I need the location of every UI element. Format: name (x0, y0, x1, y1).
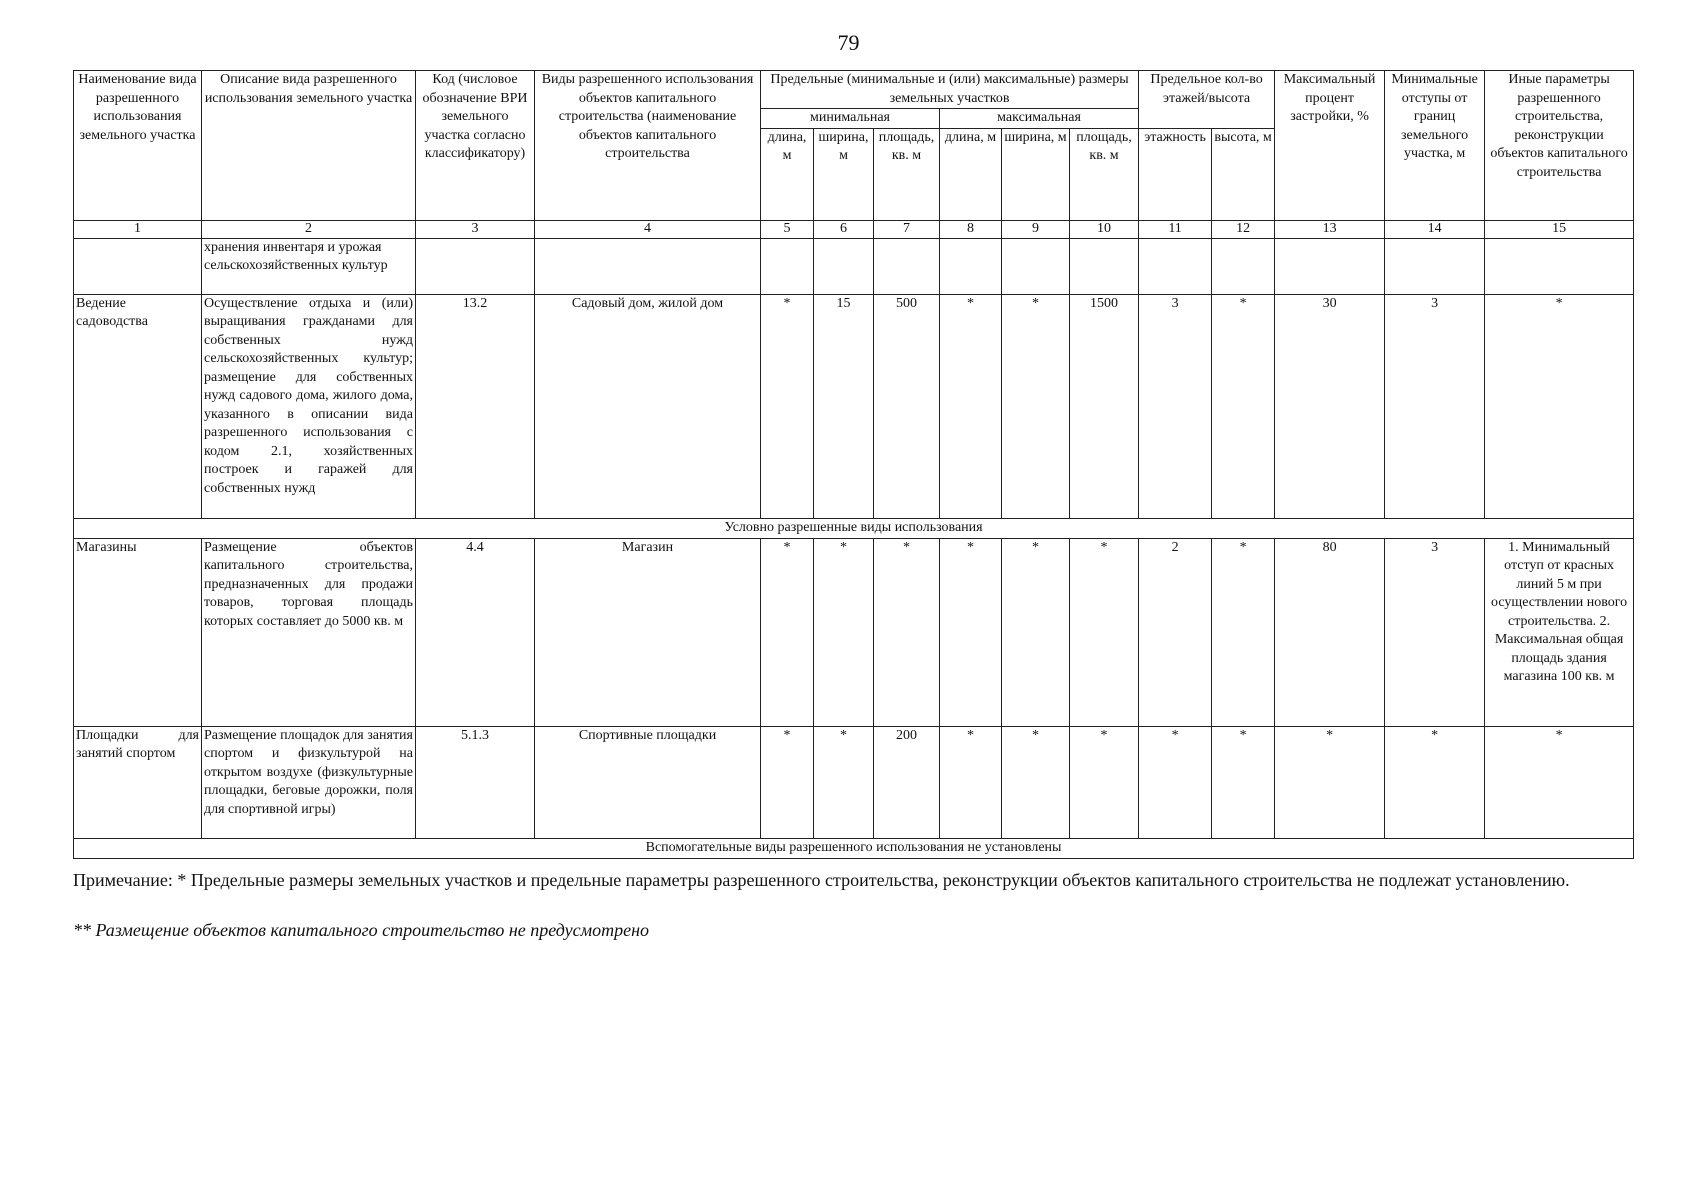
header-floors: этажность (1139, 128, 1212, 220)
cell-code: 13.2 (416, 294, 535, 518)
column-number: 9 (1002, 220, 1070, 238)
header-code: Код (числовое обозначение ВРИ земельного участка согласно классификатору) (416, 71, 535, 221)
cell-value: * (1002, 726, 1070, 838)
cell-value: * (1070, 538, 1139, 726)
cell-value: 80 (1275, 538, 1385, 726)
cell-empty (416, 238, 535, 294)
cell-value: * (1212, 726, 1275, 838)
cell-empty (1485, 238, 1634, 294)
cell-empty (940, 238, 1002, 294)
cell-value: * (1002, 294, 1070, 518)
column-number: 11 (1139, 220, 1212, 238)
table-row (74, 726, 1634, 838)
cell-value: 200 (874, 726, 940, 838)
cell-value: 15 (814, 294, 874, 518)
cell-value: * (1070, 726, 1139, 838)
cell-description: хранения инвентаря и урожая сельскохозяйственных культур (202, 238, 416, 294)
section-header-auxiliary-uses: Вспомогательные виды разрешенного использования не установлены (74, 838, 1634, 858)
column-number: 13 (1275, 220, 1385, 238)
cell-value: * (1385, 726, 1485, 838)
cell-value: * (1212, 294, 1275, 518)
column-number: 8 (940, 220, 1002, 238)
header-minimum: минимальная (761, 109, 940, 129)
cell-building-types: Спортивные площадки (535, 726, 761, 838)
cell-description: Размещение площадок для занятия спортом и физкультурой на открытом воздухе (физкультурные площадки, беговые дорожки, поля для спортивной игры) (202, 726, 416, 838)
cell-empty (1139, 238, 1212, 294)
cell-empty (814, 238, 874, 294)
cell-value: * (814, 538, 874, 726)
cell-empty (1002, 238, 1070, 294)
cell-empty (535, 238, 761, 294)
cell-value: * (814, 726, 874, 838)
column-number: 15 (1485, 220, 1634, 238)
cell-empty (74, 238, 202, 294)
cell-value: * (761, 726, 814, 838)
cell-empty (1385, 238, 1485, 294)
header-max-width: ширина, м (1002, 128, 1070, 220)
cell-value: 2 (1139, 538, 1212, 726)
cell-building-types: Садовый дом, жилой дом (535, 294, 761, 518)
cell-value: 3 (1385, 538, 1485, 726)
cell-other-params: 1. Минимальный отступ от красных линий 5 м при осуществлении нового строительства. 2. Максимальная общая площадь здания магазина 100 кв. м (1485, 538, 1634, 726)
column-number: 4 (535, 220, 761, 238)
column-number: 12 (1212, 220, 1275, 238)
column-number: 3 (416, 220, 535, 238)
cell-description: Осуществление отдыха и (или) выращивания гражданами для собственных нужд сельскохозяйственных культур; размещение для собственных нужд садового дома, жилого дома, указанного в описании вида разрешенного использования с кодом 2.1, хозяйственных построек и гаражей для собственных нужд (202, 294, 416, 518)
column-number: 6 (814, 220, 874, 238)
cell-code: 5.1.3 (416, 726, 535, 838)
cell-empty (1212, 238, 1275, 294)
header-min-width: ширина, м (814, 128, 874, 220)
cell-land-use-name: Площадки для занятий спортом (74, 726, 202, 838)
cell-land-use-name: Ведение садоводства (74, 294, 202, 518)
cell-value: * (940, 294, 1002, 518)
column-number: 14 (1385, 220, 1485, 238)
cell-value: * (940, 726, 1002, 838)
cell-empty (874, 238, 940, 294)
header-plot-size-limits: Предельные (минимальные и (или) максимальные) размеры земельных участков (761, 71, 1139, 109)
cell-value: 500 (874, 294, 940, 518)
section-header-conditional-uses: Условно разрешенные виды использования (74, 518, 1634, 538)
header-building-types: Виды разрешенного использования объектов капитального строительства (наименование объектов капитального строительства (535, 71, 761, 221)
footnote-note-italic: ** Размещение объектов капитального строительство не предусмотрено (73, 920, 650, 940)
page-number: 79 (837, 30, 860, 55)
cell-value: * (1002, 538, 1070, 726)
land-use-table (73, 70, 1634, 859)
cell-description: Размещение объектов капитального строительства, предназначенных для продажи товаров, торговая площадь которых составляет до 5000 кв. м (202, 538, 416, 726)
cell-value: * (1485, 726, 1634, 838)
header-other-params: Иные параметры разрешенного строительства, реконструкции объектов капитального строительства (1485, 71, 1634, 221)
cell-value: * (874, 538, 940, 726)
cell-value: 1500 (1070, 294, 1139, 518)
cell-value: 30 (1275, 294, 1385, 518)
column-number: 7 (874, 220, 940, 238)
column-number: 2 (202, 220, 416, 238)
header-maximum: максимальная (940, 109, 1139, 129)
cell-building-types: Магазин (535, 538, 761, 726)
header-min-area: площадь, кв. м (874, 128, 940, 220)
header-min-setbacks: Минимальные отступы от границ земельного участка, м (1385, 71, 1485, 221)
cell-value: * (761, 294, 814, 518)
column-number: 1 (74, 220, 202, 238)
cell-value: * (940, 538, 1002, 726)
cell-value: * (1485, 294, 1634, 518)
cell-value: 3 (1385, 294, 1485, 518)
header-max-coverage: Максимальный процент застройки, % (1275, 71, 1385, 221)
cell-value: * (1139, 726, 1212, 838)
cell-code: 4.4 (416, 538, 535, 726)
footnote-note: Примечание: * Предельные размеры земельных участков и предельные параметры разрешенного строительства, реконструкции объектов капитального строительства не подлежат установлению. (73, 870, 1570, 890)
header-land-use-name: Наименование вида разрешенного использования земельного участка (74, 71, 202, 221)
header-description: Описание вида разрешенного использования земельного участка (202, 71, 416, 221)
header-max-area: площадь, кв. м (1070, 128, 1139, 220)
table-row (74, 538, 1634, 726)
table-row (74, 294, 1634, 518)
cell-empty (1275, 238, 1385, 294)
cell-value: * (1275, 726, 1385, 838)
column-number: 10 (1070, 220, 1139, 238)
cell-value: * (1212, 538, 1275, 726)
cell-land-use-name: Магазины (74, 538, 202, 726)
header-max-length: длина, м (940, 128, 1002, 220)
header-height: высота, м (1212, 128, 1275, 220)
cell-value: * (761, 538, 814, 726)
cell-value: 3 (1139, 294, 1212, 518)
header-floors-height: Предельное кол-во этажей/высота (1139, 71, 1275, 129)
header-min-length: длина, м (761, 128, 814, 220)
cell-empty (761, 238, 814, 294)
table-row (74, 238, 1634, 294)
column-number: 5 (761, 220, 814, 238)
cell-empty (1070, 238, 1139, 294)
